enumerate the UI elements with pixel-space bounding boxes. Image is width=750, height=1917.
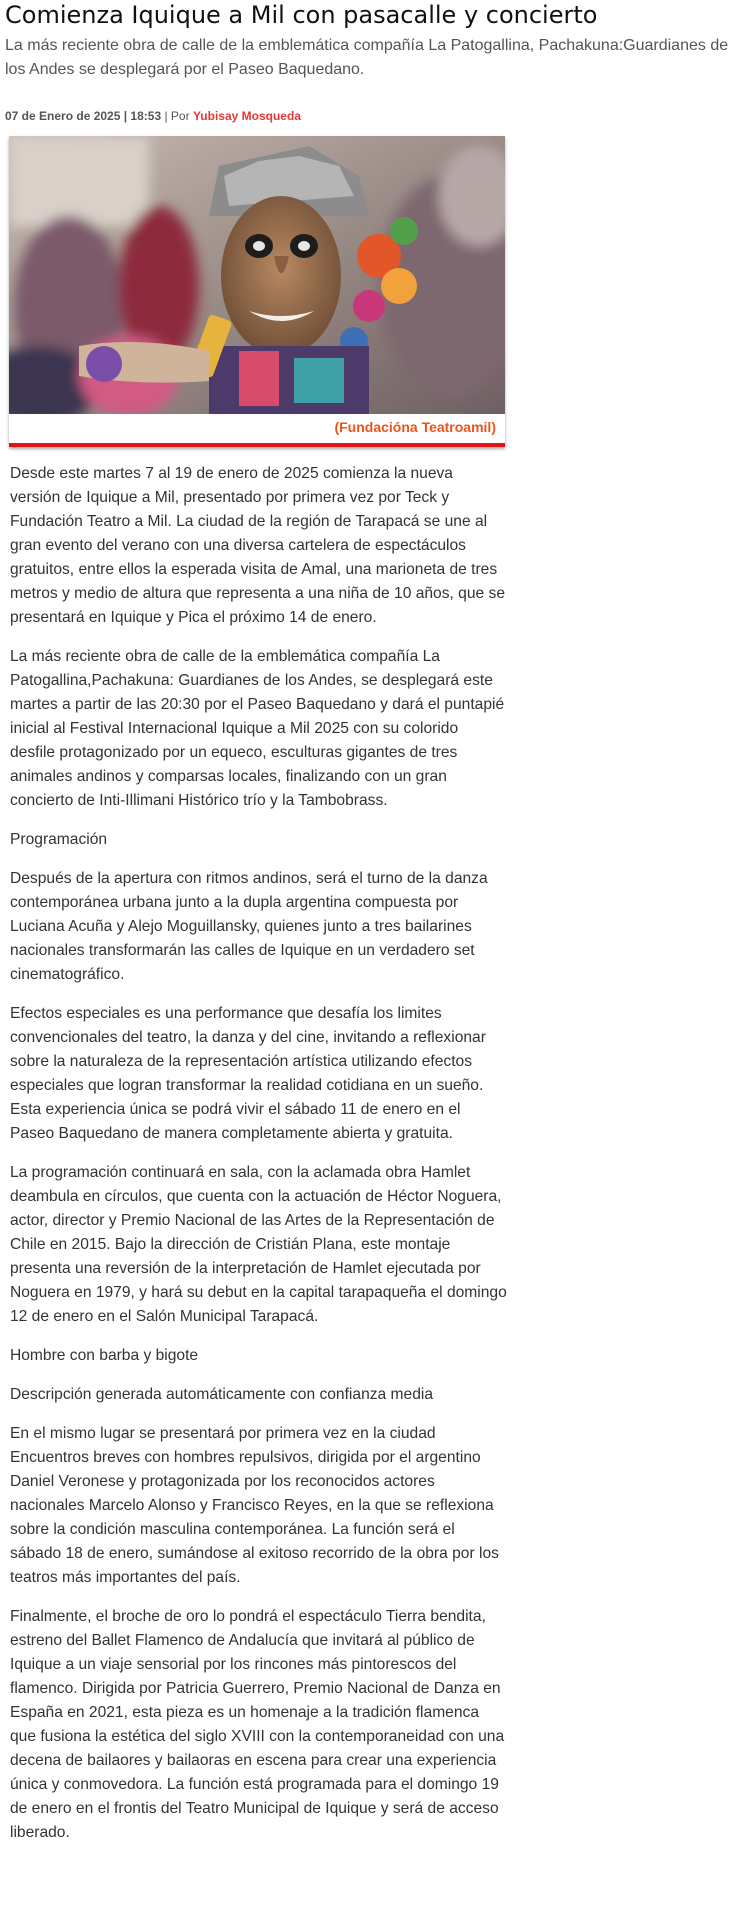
section-heading: Programación (10, 831, 108, 848)
article-title: Comienza Iquique a Mil con pasacalle y concierto (5, 1, 598, 29)
publish-date: 07 de Enero de 2025 | 18:53 (5, 109, 162, 123)
paragraph: En el mismo lugar se presentará por primera vez en la ciudad Encuentros breves con hombres repulsivos, dirigida por el argentino Daniel Veronese y protagonizada por los reconocidos actores nacionales Marcelo Alonso y Francisco Reyes, en la que se reflexiona sobre la condición masculina contemporánea. La función será el sábado 18 de enero, sumándose al exitoso recorrido de la obra por los teatros más importantes del país. (10, 1425, 499, 1586)
meta-separator: | (164, 109, 171, 123)
image-alt-text: Hombre con barba y bigote (10, 1347, 199, 1364)
article-figure (9, 136, 505, 447)
article-body (10, 462, 507, 1860)
image-alt-description: Descripción generada automáticamente con confianza media (10, 1386, 434, 1403)
paragraph: La más reciente obra de calle de la emblemática compañía La Patogallina,Pachakuna: Guardianes de los Andes, se desplegará este martes a partir de las 20:30 por el Paseo Baquedano y dará el puntapié inicial al Festival Internacional Iquique a Mil 2025 con su colorido desfile protagonizado por un equeco, esculturas gigantes de tres animales andinos y comparsas locales, finalizando con un gran concierto de Inti-Illimani Histórico trío y la Tambobrass. (10, 648, 505, 809)
paragraph: Después de la apertura con ritmos andinos, será el turno de la danza contemporánea urbana junto a la dupla argentina compuesta por Luciana Acuña y Alejo Moguillansky, quienes junto a tres bailarines nacionales transformarán las calles de Iquique en un verdadero set cinematográfico. (10, 870, 488, 983)
article-subtitle: La más reciente obra de calle de la emblemática compañía La Patogallina, Pachakuna:Guardianes de los Andes se desplegará por el Paseo Baquedano. (5, 37, 729, 78)
by-label: Por (170, 109, 190, 123)
street-performer-mask-photo (9, 136, 505, 414)
image-caption: (Fundacióna Teatroamil) (334, 419, 496, 435)
paragraph: La programación continuará en sala, con la aclamada obra Hamlet deambula en círculos, que cuenta con la actuación de Héctor Noguera, actor, director y Premio Nacional de las Artes de la Representación de Chile en 2015. Bajo la dirección de Cristián Plana, este montaje presenta una reversión de la interpretación de Hamlet ejecutada por Noguera en 1979, y hará su debut en la capital tarapaqueña el domingo 12 de enero en el Salón Municipal Tarapacá. (10, 1164, 507, 1325)
paragraph: Finalmente, el broche de oro lo pondrá el espectáculo Tierra bendita, estreno del Ballet Flamenco de Andalucía que invitará al público de Iquique a un viaje sensorial por los rincones más pintorescos del flamenco. Dirigida por Patricia Guerrero, Premio Nacional de Danza en España en 2021, esta pieza es un homenaje a la tradición flamenca que fusiona la estética del siglo XVIII con la contemporaneidad con una decena de bailaores y bailaoras en escena para crear una experiencia única y conmovedora. La función está programada para el domingo 19 de enero en el frontis del Teatro Municipal de Iquique y será de acceso liberado. (10, 1608, 505, 1841)
article-meta (5, 108, 301, 124)
paragraph: Desde este martes 7 al 19 de enero de 2025 comienza la nueva versión de Iquique a Mil, presentado por primera vez por Teck y Fundación Teatro a Mil. La ciudad de la región de Tarapacá se une al gran evento del verano con una diversa cartelera de espectáculos gratuitos, entre ellos la esperada visita de Amal, una marioneta de tres metros y medio de altura que representa a una niña de 10 años, que se presentará en Iquique y Pica el próximo 14 de enero. (10, 465, 505, 626)
author-link[interactable]: Yubisay Mosqueda (192, 109, 301, 123)
paragraph: Efectos especiales es una performance que desafía los limites convencionales del teatro, la danza y del cine, invitando a reflexionar sobre la naturaleza de la representación artística utilizando efectos especiales que logran transformar la realidad cotidiana en un sueño. Esta experiencia única se podrá vivir el sábado 11 de enero en el Paseo Baquedano de manera completamente abierta y gratuita. (10, 1005, 486, 1142)
